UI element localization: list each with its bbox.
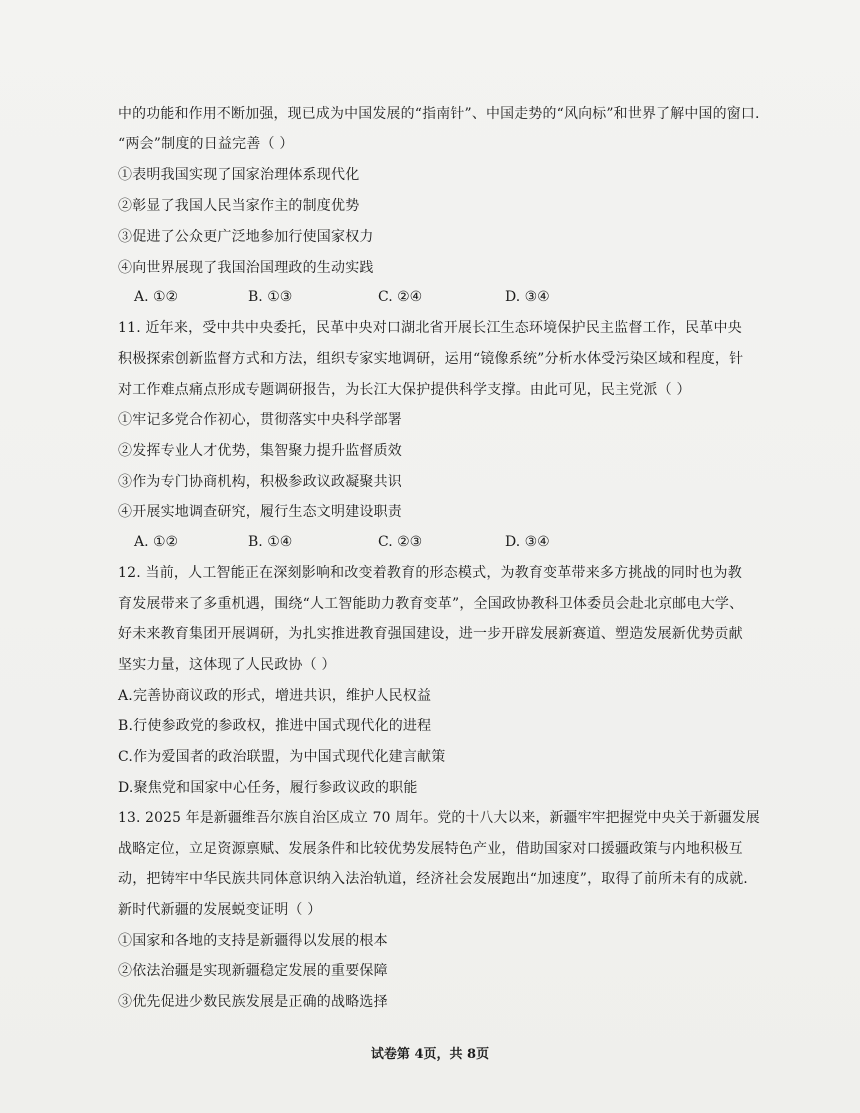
q13-stem-line: 13. 2025 年是新疆维吾尔族自治区成立 70 周年。党的十八大以来，新疆牢牢把握党中央关于新疆发展 [118,810,760,826]
q13-stem-line: 动，把铸牢中华民族共同体意识纳入法治轨道，经济社会发展跑出“加速度”，取得了前所未有的成就. [118,871,748,887]
choice-a: A. ①② [134,534,179,550]
q12-stem-line: 育发展带来了多重机遇，围绕“人工智能助力教育变革”，全国政协教科卫体委员会赴北京邮电大学、 [118,596,744,612]
q10-choices [0,287,860,307]
choice-c: C. ②④ [378,289,423,305]
choice-b: B. ①④ [248,534,293,550]
q11-stem-line: 对工作难点痛点形成专题调研报告，为长江大保护提供科学支撑。由此可见，民主党派（ ） [118,382,691,398]
q10-option: ②彰显了我国人民当家作主的制度优势 [118,198,360,214]
q13-option: ③优先促进少数民族发展是正确的战略选择 [118,994,388,1010]
q10-option: ①表明我国实现了国家治理体系现代化 [118,167,360,183]
q13-option: ②依法治疆是实现新疆稳定发展的重要保障 [118,963,388,979]
q12-option-a: A.完善协商议政的形式，增进共识，维护人民权益 [118,688,432,704]
q12-option-b: B.行使参政党的参政权，推进中国式现代化的进程 [118,718,432,734]
choice-c: C. ②③ [378,534,423,550]
q13-option: ①国家和各地的支持是新疆得以发展的根本 [118,933,388,949]
q12-stem-line: 坚实力量，这体现了人民政协（ ） [118,657,336,673]
q11-choices [0,532,860,552]
choice-d: D. ③④ [505,534,550,550]
q11-option: ②发挥专业人才优势，集智聚力提升监督质效 [118,443,402,459]
choice-a: A. ①② [134,289,179,305]
page-footer: 试卷第 4页，共 8页 [370,1047,490,1062]
q13-stem-line: 新时代新疆的发展蜕变证明（ ） [118,902,322,918]
q11-option: ④开展实地调查研究，履行生态文明建设职责 [118,504,402,520]
q11-option: ③作为专门协商机构，积极参政议政凝聚共识 [118,474,402,490]
q10-stem-line: 中的功能和作用不断加强，现已成为中国发展的“指南针”、中国走势的“风向标”和世界了解中国的窗口. [118,106,760,122]
q12-option-c: C.作为爱国者的政治联盟，为中国式现代化建言献策 [118,749,446,765]
q12-stem-line: 好未来教育集团开展调研，为扎实推进教育强国建设，进一步开辟发展新赛道、塑造发展新优势贡献 [118,626,743,642]
choice-d: D. ③④ [505,289,550,305]
q12-stem-line: 12. 当前，人工智能正在深刻影响和改变着教育的形态模式，为教育变革带来多方挑战的同时也为教 [118,565,742,581]
q10-stem-line: “两会”制度的日益完善（ ） [118,136,294,152]
q13-stem-line: 战略定位，立足资源禀赋、发展条件和比较优势发展特色产业，借助国家对口援疆政策与内地积极互 [118,841,743,857]
q11-stem-line: 11. 近年来，受中共中央委托，民革中央对口湖北省开展长江生态环境保护民主监督工作，民革中央 [118,320,742,336]
q12-option-d: D.聚焦党和国家中心任务，履行参政议政的职能 [118,780,418,796]
q11-option: ①牢记多党合作初心，贯彻落实中央科学部署 [118,412,402,428]
q10-option: ④向世界展现了我国治国理政的生动实践 [118,260,374,276]
q11-stem-line: 积极探索创新监督方式和方法，组织专家实地调研，运用“镜像系统”分析水体受污染区域和程度，针 [118,351,744,367]
q10-option: ③促进了公众更广泛地参加行使国家权力 [118,229,374,245]
choice-b: B. ①③ [248,289,293,305]
